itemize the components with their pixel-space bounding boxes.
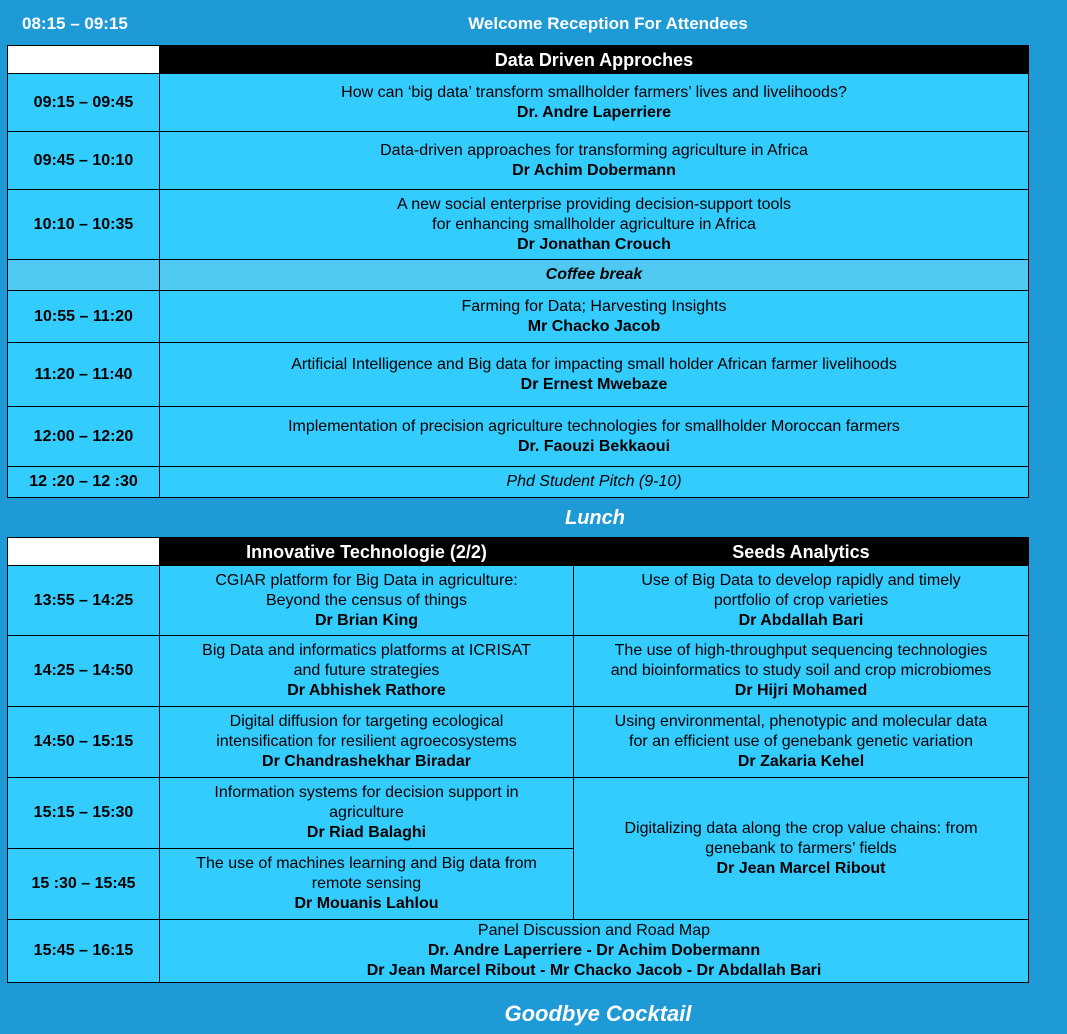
- talk-time: 14:50 – 15:15: [8, 707, 160, 778]
- session-2-heading-left: Innovative Technologie (2/2): [160, 538, 574, 566]
- schedule-row: [8, 74, 1029, 132]
- welcome-title: Welcome Reception For Attendees: [468, 14, 748, 33]
- schedule-row: [8, 636, 1029, 707]
- talk-speaker: Dr Zakaria Kehel: [737, 753, 865, 770]
- session-1-table: [7, 45, 1029, 498]
- schedule-row: [8, 566, 1029, 636]
- talk-title-line: Information systems for decision support in: [214, 784, 519, 801]
- talk-title-line: Using environmental, phenotypic and molecular data: [614, 713, 988, 730]
- talk-title: Data-driven approaches for transforming agriculture in Africa: [380, 141, 808, 159]
- talk-time: 09:15 – 09:45: [8, 74, 160, 132]
- talk-speaker: Dr Jonathan Crouch: [517, 235, 671, 253]
- talk-speaker: Dr Hijri Mohamed: [734, 682, 868, 699]
- talk-cell: [160, 132, 1029, 190]
- schedule-row: [8, 291, 1029, 343]
- session-2-header-row: [8, 538, 1029, 566]
- coffee-break-row: [8, 260, 1029, 291]
- session-1-header-row: [8, 46, 1029, 74]
- schedule-row: [8, 707, 1029, 778]
- schedule-row: [8, 778, 1029, 849]
- talk-cell: [160, 407, 1029, 467]
- talk-title: Farming for Data; Harvesting Insights: [461, 297, 727, 315]
- talk-title: Artificial Intelligence and Big data for impacting small holder African farmer livelihoods: [291, 355, 897, 373]
- talk-title-line: Digitalizing data along the crop value chains: from: [624, 819, 978, 837]
- talk-time: 13:55 – 14:25: [8, 566, 160, 636]
- talk-time: 11:20 – 11:40: [8, 343, 160, 407]
- talk-speaker: Dr Achim Dobermann: [512, 161, 676, 179]
- talk-speaker: Dr Chandrashekhar Biradar: [262, 753, 471, 770]
- panel-speakers-line: Dr. Andre Laperriere - Dr Achim Dobermann: [427, 942, 761, 959]
- talk-title-line: Beyond the census of things: [265, 591, 468, 609]
- talk-speaker: Dr. Faouzi Bekkaoui: [517, 437, 671, 455]
- talk-speaker: Dr Ernest Mwebaze: [520, 375, 668, 393]
- talk-speaker: Dr Abdallah Bari: [738, 611, 864, 629]
- talk-time: 12:00 – 12:20: [8, 407, 160, 467]
- session-1-heading: Data Driven Approches: [160, 46, 1029, 74]
- talk-cell: [160, 190, 1029, 260]
- talk-title-line: Use of Big Data to develop rapidly and timely: [641, 571, 961, 589]
- schedule-row: [8, 407, 1029, 467]
- talk-time: 15 :30 – 15:45: [8, 849, 160, 920]
- talk-title-line: genebank to farmers’ fields: [705, 839, 897, 857]
- talk-title-line: A new social enterprise providing decision-support tools: [397, 195, 791, 213]
- talk-cell: [574, 707, 1029, 778]
- talk-cell: [160, 636, 574, 707]
- talk-title-line: Digital diffusion for targeting ecological: [229, 713, 504, 730]
- talk-title-line: Big Data and informatics platforms at ICRISAT: [202, 642, 531, 659]
- talk-title-line: remote sensing: [311, 875, 422, 892]
- welcome-row: [0, 0, 1067, 46]
- pitch-title: Phd Student Pitch (9-10): [160, 467, 1029, 498]
- talk-cell: [574, 566, 1029, 636]
- talk-time: 14:25 – 14:50: [8, 636, 160, 707]
- pitch-row: [8, 467, 1029, 498]
- talk-speaker: Dr Abhishek Rathore: [287, 682, 446, 699]
- talk-cell: [160, 707, 574, 778]
- talk-speaker: Dr. Andre Laperriere: [516, 103, 672, 121]
- talk-title-line: and bioinformatics to study soil and crop microbiomes: [610, 662, 992, 679]
- talk-title-line: portfolio of crop varieties: [713, 591, 889, 609]
- schedule-row: [8, 343, 1029, 407]
- talk-cell: [160, 778, 574, 849]
- panel-speakers-line: Dr Jean Marcel Ribout - Mr Chacko Jacob - Dr Abdallah Bari: [366, 962, 822, 979]
- talk-cell: [160, 343, 1029, 407]
- talk-cell: [160, 291, 1029, 343]
- coffee-break-label: Coffee break: [160, 260, 1029, 291]
- schedule-row: [8, 190, 1029, 260]
- panel-row: [8, 920, 1029, 983]
- session-2-table: [7, 537, 1029, 983]
- lunch-label: Lunch: [565, 507, 625, 529]
- talk-title-line: and future strategies: [293, 662, 440, 679]
- talk-title-line: intensification for resilient agroecosystems: [216, 733, 517, 750]
- talk-cell: [160, 849, 574, 920]
- talk-time: 15:15 – 15:30: [8, 778, 160, 849]
- panel-cell: [160, 920, 1029, 983]
- talk-cell: [160, 566, 574, 636]
- talk-title-line: for enhancing smallholder agriculture in Africa: [432, 215, 756, 233]
- talk-speaker: Mr Chacko Jacob: [527, 317, 661, 335]
- talk-cell: [574, 636, 1029, 707]
- schedule-row: [8, 132, 1029, 190]
- talk-speaker: Dr Jean Marcel Ribout: [716, 859, 886, 877]
- talk-speaker: Dr Brian King: [314, 611, 419, 629]
- talk-title: How can ‘big data’ transform smallholder farmers’ lives and livelihoods?: [341, 83, 847, 101]
- talk-title-line: CGIAR platform for Big Data in agriculture:: [215, 571, 518, 589]
- panel-time: 15:45 – 16:15: [8, 920, 160, 983]
- talk-cell: [160, 74, 1029, 132]
- welcome-time: 08:15 – 09:15: [22, 14, 128, 33]
- talk-cell-merged: [574, 778, 1029, 920]
- goodbye-label: Goodbye Cocktail: [504, 1001, 692, 1026]
- panel-title: Panel Discussion and Road Map: [477, 922, 711, 939]
- talk-title-line: The use of high-throughput sequencing technologies: [614, 642, 988, 659]
- talk-title-line: for an efficient use of genebank genetic variation: [629, 733, 973, 750]
- pitch-time: 12 :20 – 12 :30: [8, 467, 160, 498]
- talk-title: Implementation of precision agriculture technologies for smallholder Moroccan farmers: [288, 417, 900, 435]
- talk-speaker: Dr Riad Balaghi: [306, 824, 427, 841]
- talk-title-line: The use of machines learning and Big data from: [196, 855, 537, 872]
- talk-title-line: agriculture: [329, 804, 404, 821]
- talk-speaker: Dr Mouanis Lahlou: [294, 895, 439, 912]
- talk-time: 10:55 – 11:20: [8, 291, 160, 343]
- talk-time: 10:10 – 10:35: [8, 190, 160, 260]
- session-2-heading-right: Seeds Analytics: [574, 538, 1029, 566]
- talk-time: 09:45 – 10:10: [8, 132, 160, 190]
